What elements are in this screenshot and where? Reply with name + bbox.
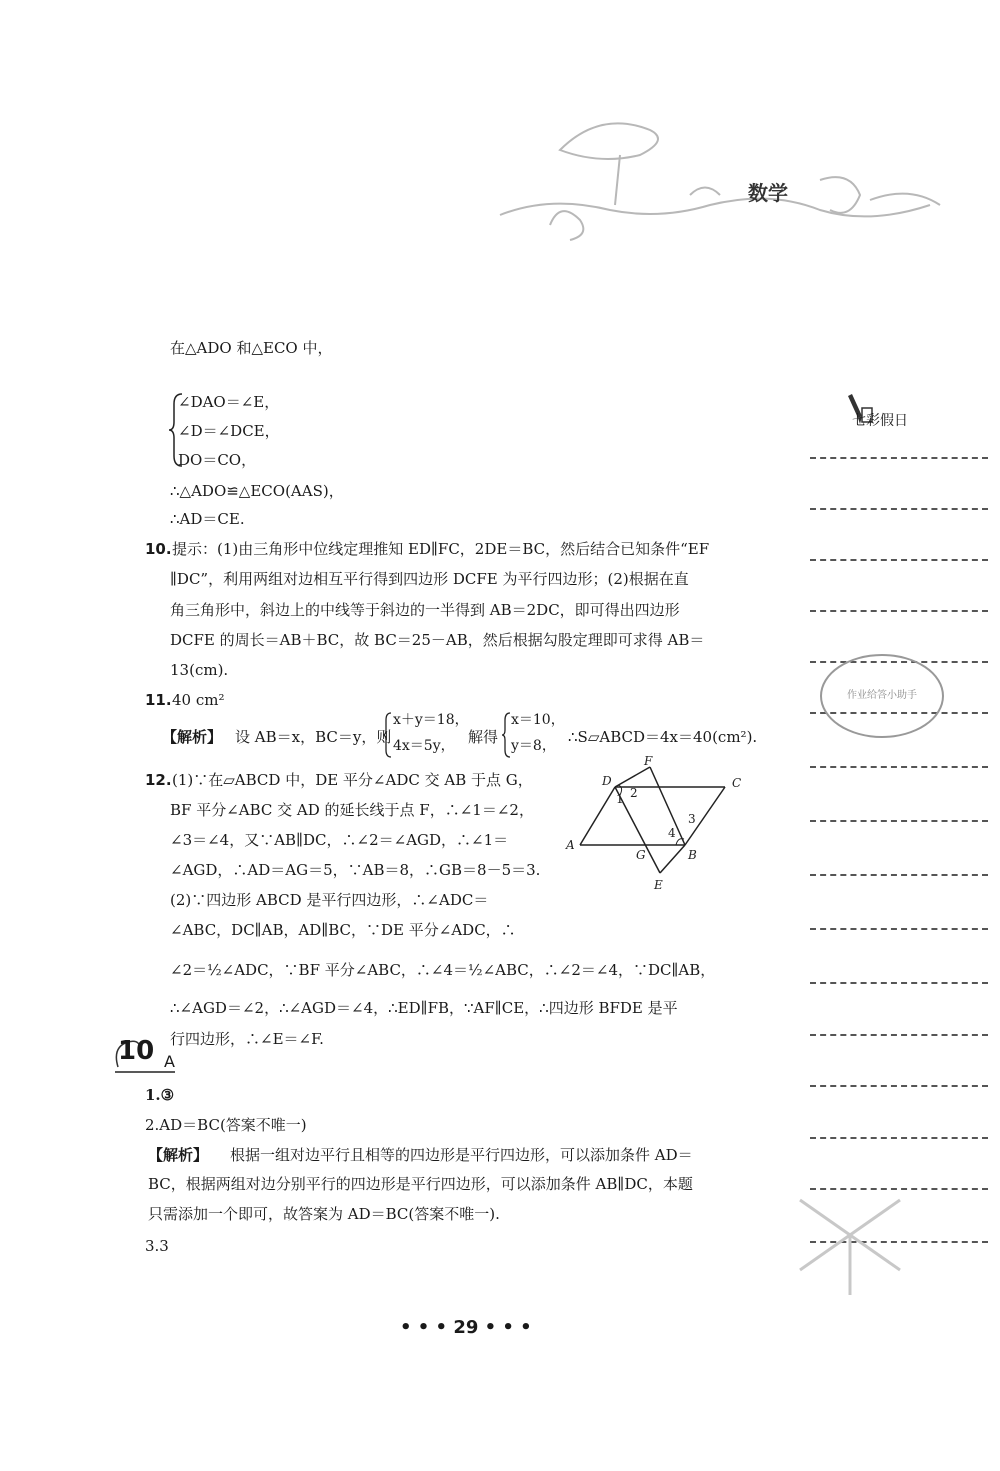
q11-sys1-row-1: x＋y＝18， xyxy=(393,712,469,728)
edge-a-f xyxy=(615,767,650,787)
page-number: • • • 29 • • • xyxy=(400,1317,532,1338)
q11-number: 11. xyxy=(145,691,172,709)
section-letter: A xyxy=(164,1052,175,1071)
note-line xyxy=(810,820,988,822)
s2-line-2: BC，根据两组对边分别平行的四边形是平行四边形，可以添加条件 AB∥DC，本题 xyxy=(148,1175,693,1193)
q11-text-c: ∴S▱ABCD＝4x＝40(cm²). xyxy=(568,728,758,746)
line-1: 在△ADO 和△ECO 中， xyxy=(170,339,333,357)
sys1-row-1: ∠DAO＝∠E， xyxy=(178,393,280,411)
note-line xyxy=(810,766,988,768)
q12-full-1: ∠2＝½∠ADC，∵BF 平分∠ABC，∴∠4＝½∠ABC，∴∠2＝∠4，∵DC∥AB， xyxy=(170,961,716,979)
q11-text-b: 解得 xyxy=(468,728,499,746)
geometry-figure xyxy=(560,754,760,895)
q12-line-2: BF 平分∠ABC 交 AD 的延长线于点 F，∴∠1＝∠2， xyxy=(170,801,534,819)
note-line xyxy=(810,982,988,984)
q12-full-3: 行四边形，∴∠E＝∠F. xyxy=(170,1030,324,1048)
label-d: D xyxy=(602,774,612,788)
note-line xyxy=(810,508,988,510)
header-decoration xyxy=(490,100,1000,260)
label-b: B xyxy=(688,848,697,862)
q12-full-2: ∴∠AGD＝∠2，∴∠AGD＝∠4，∴ED∥FB，∵AF∥CE，∴四边形 BFDE 是平 xyxy=(170,999,678,1017)
stamp xyxy=(820,654,944,738)
s2-analysis-tag: 【解析】 xyxy=(148,1146,209,1164)
note-line xyxy=(810,559,988,561)
q12-line-5: (2)∵四边形 ABCD 是平行四边形，∴∠ADC＝ xyxy=(170,891,489,909)
line-2: ∴△ADO≌△ECO(AAS)， xyxy=(170,482,344,500)
note-line xyxy=(810,1085,988,1087)
q10-number: 10. xyxy=(145,540,172,558)
line-3: ∴AD＝CE. xyxy=(170,510,245,528)
label-a: A xyxy=(566,838,575,852)
label-1: 1 xyxy=(616,792,624,806)
label-c: C xyxy=(732,776,742,790)
label-g: G xyxy=(636,848,646,862)
s2-line-1: 根据一组对边平行且相等的四边形是平行四边形，可以添加条件 AD＝ xyxy=(230,1146,693,1164)
note-line xyxy=(810,928,988,930)
q10-line-4: DCFE 的周长＝AB＋BC，故 BC＝25－AB，然后根据勾股定理即可求得 AB＝ xyxy=(170,631,705,649)
note-line xyxy=(810,1137,988,1139)
s2-line-3: 只需添加一个即可，故答案为 AD＝BC(答案不唯一). xyxy=(148,1205,500,1223)
s-item-2: 2.AD＝BC(答案不唯一) xyxy=(145,1116,307,1134)
sys1-row-2: ∠D＝∠DCE， xyxy=(178,422,280,440)
brace-3 xyxy=(501,712,511,758)
label-f: F xyxy=(644,754,653,768)
label-2: 2 xyxy=(630,786,638,800)
note-line xyxy=(810,457,988,459)
note-line xyxy=(810,874,988,876)
q11-analysis-tag: 【解析】 xyxy=(162,728,223,746)
q12-line-4: ∠AGD，∴AD＝AG＝5，∵AB＝8，∴GB＝8－5＝3. xyxy=(170,861,541,879)
q11-text-a: 设 AB＝x，BC＝y，则 xyxy=(235,728,392,746)
q11-sys1-row-2: 4x＝5y， xyxy=(393,738,455,754)
s-item-1: 1.③ xyxy=(145,1086,175,1104)
label-e: E xyxy=(654,878,663,892)
header-subject: 数学 xyxy=(748,181,788,205)
q11-answer: 40 cm² xyxy=(172,691,225,709)
s-item-3: 3.3 xyxy=(145,1237,169,1255)
edge-b-e xyxy=(660,845,685,873)
note-line xyxy=(810,1034,988,1036)
windmill-decoration xyxy=(780,1190,920,1300)
q10-line-2: ∥DC”，利用两组对边相互平行得到四边形 DCFE 为平行四边形；(2)根据在直 xyxy=(170,570,689,588)
q12-line-1: (1)∵在▱ABCD 中，DE 平分∠ADC 交 AB 于点 G， xyxy=(172,771,533,789)
label-4: 4 xyxy=(668,826,676,840)
q12-line-3: ∠3＝∠4，又∵AB∥DC，∴∠2＝∠AGD，∴∠1＝ xyxy=(170,831,509,849)
q11-sys2-row-2: y＝8， xyxy=(511,738,556,754)
brace-2 xyxy=(382,712,392,758)
stamp-text: 作业给答小助手 xyxy=(847,690,917,701)
label-3: 3 xyxy=(688,812,696,826)
q12-number: 12. xyxy=(145,771,172,789)
q12-line-6: ∠ABC，DC∥AB，AD∥BC，∵DE 平分∠ADC，∴ xyxy=(170,921,516,939)
q10-line-3: 角三角形中，斜边上的中线等于斜边的一半得到 AB＝2DC，即可得出四边形 xyxy=(170,601,680,619)
q10-line-1: 提示：(1)由三角形中位线定理推知 ED∥FC，2DE＝BC，然后结合已知条件“EF xyxy=(172,540,710,558)
edge-a-d xyxy=(580,787,615,845)
q10-line-5: 13(cm). xyxy=(170,661,229,679)
sidebar-brand: 七彩假日 xyxy=(852,413,908,429)
section-number: 10 xyxy=(118,1036,155,1066)
q11-sys2-row-1: x＝10， xyxy=(511,712,565,728)
note-line xyxy=(810,610,988,612)
sys1-row-3: DO＝CO， xyxy=(178,451,257,469)
